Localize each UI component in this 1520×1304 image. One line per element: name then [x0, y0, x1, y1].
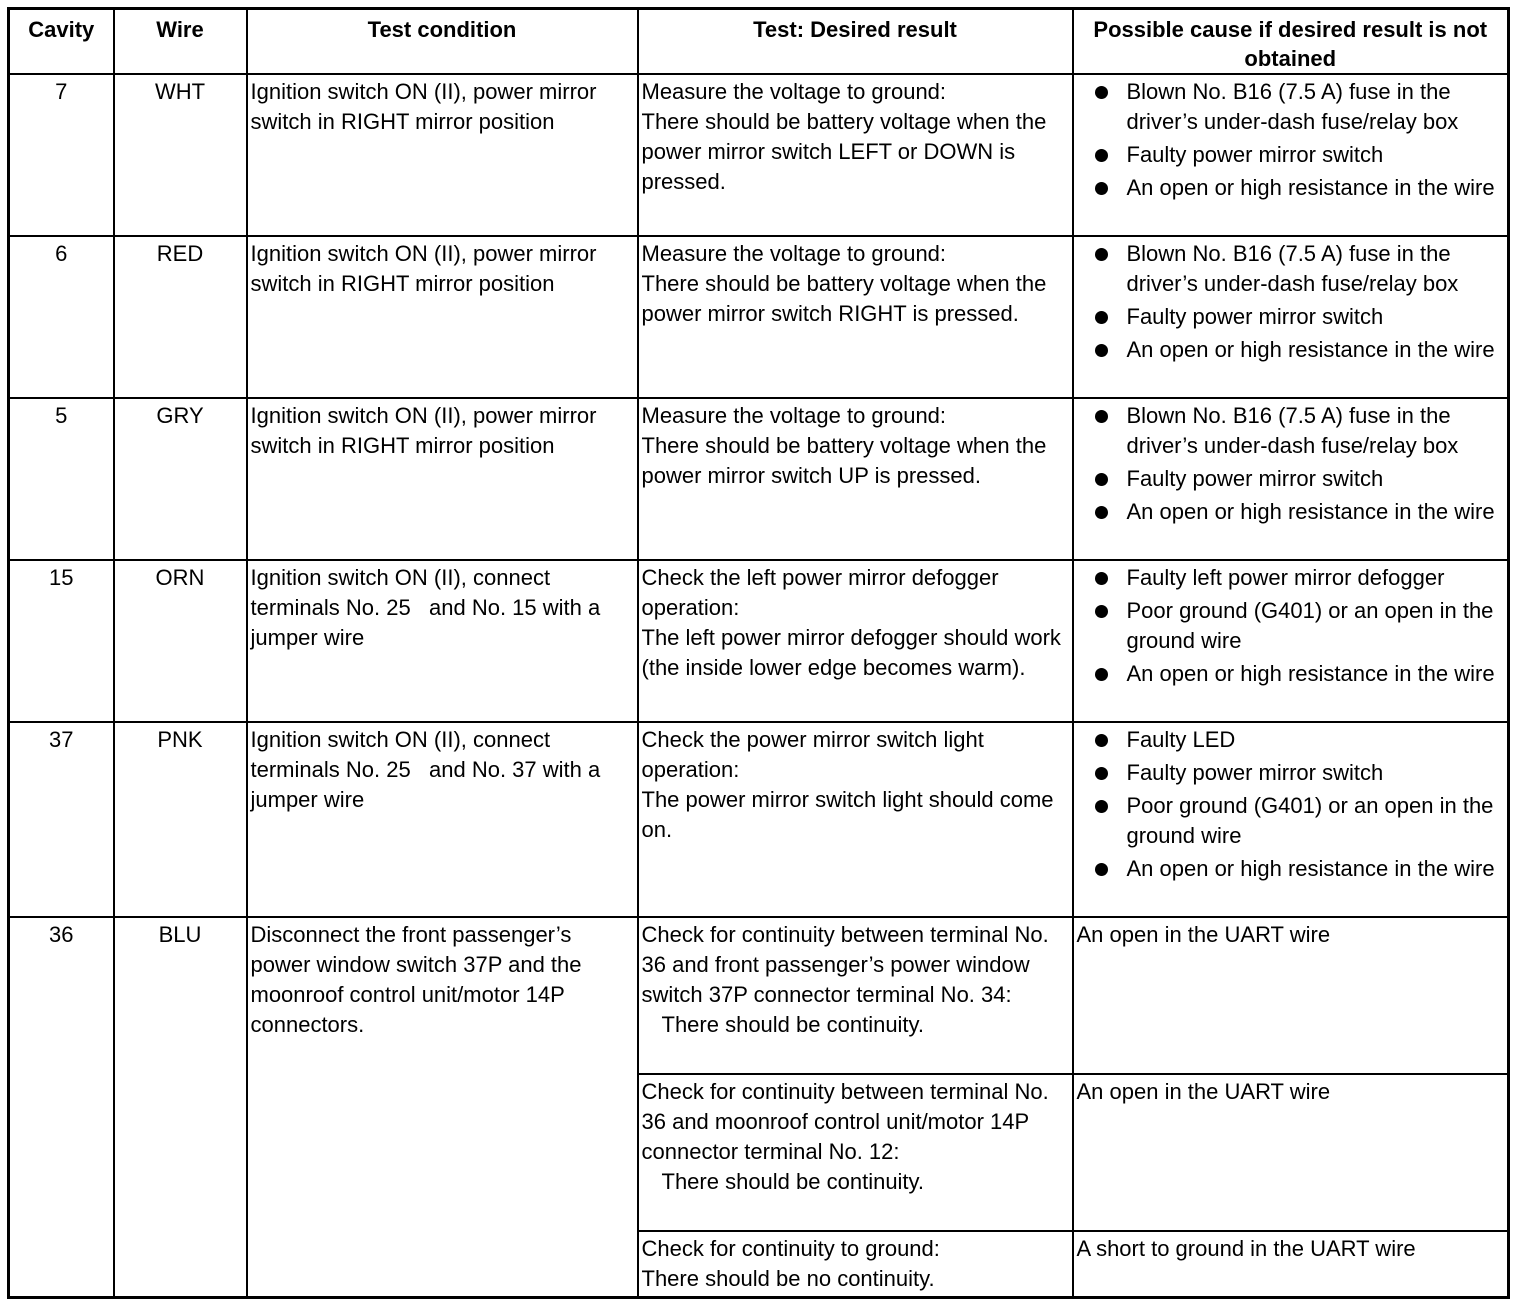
cause-text: Faulty power mirror switch	[1126, 304, 1384, 329]
table-row	[9, 398, 1509, 560]
bullet-icon	[1095, 344, 1108, 357]
cause-text: Poor ground (G401) or an open in the ground wire	[1126, 793, 1494, 848]
wire-cell: RED	[114, 236, 247, 398]
result-line: Measure the voltage to ground:	[641, 79, 947, 104]
table-row	[9, 722, 1509, 917]
table-row	[9, 917, 1509, 1074]
bullet-icon	[1095, 863, 1108, 876]
cause-item	[1077, 140, 1505, 170]
header-possible-cause: Possible cause if desired result is not obtained	[1073, 9, 1509, 75]
bullet-icon	[1095, 182, 1108, 195]
cause-cell	[1073, 236, 1509, 398]
bullet-icon	[1095, 311, 1108, 324]
bullet-icon	[1095, 506, 1108, 519]
cause-cell	[1073, 560, 1509, 722]
cause-cell: A short to ground in the UART wire	[1073, 1231, 1509, 1297]
cavity-cell: 5	[9, 398, 114, 560]
cause-item	[1077, 335, 1505, 365]
result-line: Measure the voltage to ground:	[641, 241, 947, 266]
condition-cell: Ignition switch ON (II), power mirror switch in RIGHT mirror position	[247, 74, 638, 236]
wire-cell: WHT	[114, 74, 247, 236]
cavity-cell: 6	[9, 236, 114, 398]
cause-cell: An open in the UART wire	[1073, 1074, 1509, 1231]
bullet-icon	[1095, 149, 1108, 162]
condition-cell: Ignition switch ON (II), power mirror switch in RIGHT mirror position	[247, 236, 638, 398]
cavity-cell: 7	[9, 74, 114, 236]
bullet-icon	[1095, 734, 1108, 747]
result-line: Check for continuity between terminal No. 36 and moonroof control unit/motor 14P connector terminal No. 12:	[641, 1079, 1049, 1164]
cause-item	[1077, 725, 1505, 755]
cause-text: Blown No. B16 (7.5 A) fuse in the driver’s under-dash fuse/relay box	[1126, 241, 1459, 296]
result-cell	[638, 74, 1073, 236]
cause-text: Faulty power mirror switch	[1126, 142, 1384, 167]
result-line: Check the left power mirror defogger operation:	[641, 565, 999, 620]
cause-item	[1077, 239, 1505, 299]
cause-cell	[1073, 398, 1509, 560]
bullet-icon	[1095, 473, 1108, 486]
result-sub-line: There should be no continuity.	[641, 1266, 935, 1291]
result-line: Check for continuity to ground:	[641, 1236, 940, 1261]
cavity-cell: 36	[9, 917, 114, 1297]
cause-cell	[1073, 722, 1509, 917]
cause-item	[1077, 302, 1505, 332]
result-line: The power mirror switch light should come on.	[641, 787, 1054, 842]
bullet-icon	[1095, 800, 1108, 813]
cause-cell: An open in the UART wire	[1073, 917, 1509, 1074]
cause-item	[1077, 464, 1505, 494]
header-cavity: Cavity	[9, 9, 114, 75]
table-row	[9, 236, 1509, 398]
result-line: There should be battery voltage when the power mirror switch RIGHT is pressed.	[641, 271, 1047, 326]
result-line: Check for continuity between terminal No. 36 and front passenger’s power window switch 37P connector terminal No. 34:	[641, 922, 1049, 1007]
cause-text: Faulty power mirror switch	[1126, 466, 1384, 491]
wire-cell: BLU	[114, 917, 247, 1297]
cause-text: An open or high resistance in the wire	[1126, 661, 1495, 686]
cause-item	[1077, 497, 1505, 527]
result-cell	[638, 1231, 1073, 1297]
result-line: There should be battery voltage when the power mirror switch LEFT or DOWN is pressed.	[641, 109, 1047, 194]
bullet-icon	[1095, 572, 1108, 585]
diagnostic-table	[7, 7, 1510, 1299]
cause-text: Faulty power mirror switch	[1126, 760, 1384, 785]
condition-cell: Ignition switch ON (II), connect terminals No. 25 and No. 37 with a jumper wire	[247, 722, 638, 917]
cause-text: An open or high resistance in the wire	[1126, 499, 1495, 524]
result-line: There should be battery voltage when the power mirror switch UP is pressed.	[641, 433, 1047, 488]
cause-item	[1077, 659, 1505, 689]
bullet-icon	[1095, 605, 1108, 618]
table-row	[9, 74, 1509, 236]
cause-item	[1077, 758, 1505, 788]
header-test-condition: Test condition	[247, 9, 638, 75]
cavity-cell: 15	[9, 560, 114, 722]
result-line: Check the power mirror switch light operation:	[641, 727, 984, 782]
wire-cell: GRY	[114, 398, 247, 560]
cause-item	[1077, 563, 1505, 593]
header-wire: Wire	[114, 9, 247, 75]
cavity-cell: 37	[9, 722, 114, 917]
result-cell	[638, 398, 1073, 560]
condition-cell: Ignition switch ON (II), power mirror switch in RIGHT mirror position	[247, 398, 638, 560]
result-line: Measure the voltage to ground:	[641, 403, 947, 428]
result-line: The left power mirror defogger should work (the inside lower edge becomes warm).	[641, 625, 1061, 680]
cause-text: Poor ground (G401) or an open in the ground wire	[1126, 598, 1494, 653]
result-cell	[638, 722, 1073, 917]
cause-text: An open or high resistance in the wire	[1126, 337, 1495, 362]
cause-item	[1077, 596, 1505, 656]
condition-cell: Disconnect the front passenger’s power window switch 37P and the moonroof control unit/motor 14P connectors.	[247, 917, 638, 1297]
bullet-icon	[1095, 248, 1108, 261]
cause-item	[1077, 173, 1505, 203]
cause-text: Faulty left power mirror defogger	[1126, 565, 1445, 590]
wire-cell: ORN	[114, 560, 247, 722]
header-desired-result: Test: Desired result	[638, 9, 1073, 75]
cause-item	[1077, 401, 1505, 461]
bullet-icon	[1095, 668, 1108, 681]
cause-cell	[1073, 74, 1509, 236]
result-cell	[638, 236, 1073, 398]
cause-text: An open or high resistance in the wire	[1126, 175, 1495, 200]
result-sub-line: There should be continuity.	[661, 1012, 925, 1037]
table-row	[9, 560, 1509, 722]
condition-cell: Ignition switch ON (II), connect terminals No. 25 and No. 15 with a jumper wire	[247, 560, 638, 722]
cause-text: Blown No. B16 (7.5 A) fuse in the driver’s under-dash fuse/relay box	[1126, 79, 1459, 134]
bullet-icon	[1095, 86, 1108, 99]
cause-text: Blown No. B16 (7.5 A) fuse in the driver’s under-dash fuse/relay box	[1126, 403, 1459, 458]
cause-item	[1077, 77, 1505, 137]
cause-item	[1077, 854, 1505, 884]
cause-text: An open or high resistance in the wire	[1126, 856, 1495, 881]
header-row	[9, 9, 1509, 75]
result-sub-line: There should be continuity.	[661, 1169, 925, 1194]
result-cell	[638, 1074, 1073, 1231]
bullet-icon	[1095, 410, 1108, 423]
cause-text: Faulty LED	[1126, 727, 1236, 752]
wire-cell: PNK	[114, 722, 247, 917]
result-cell	[638, 917, 1073, 1074]
result-cell	[638, 560, 1073, 722]
cause-item	[1077, 791, 1505, 851]
bullet-icon	[1095, 767, 1108, 780]
